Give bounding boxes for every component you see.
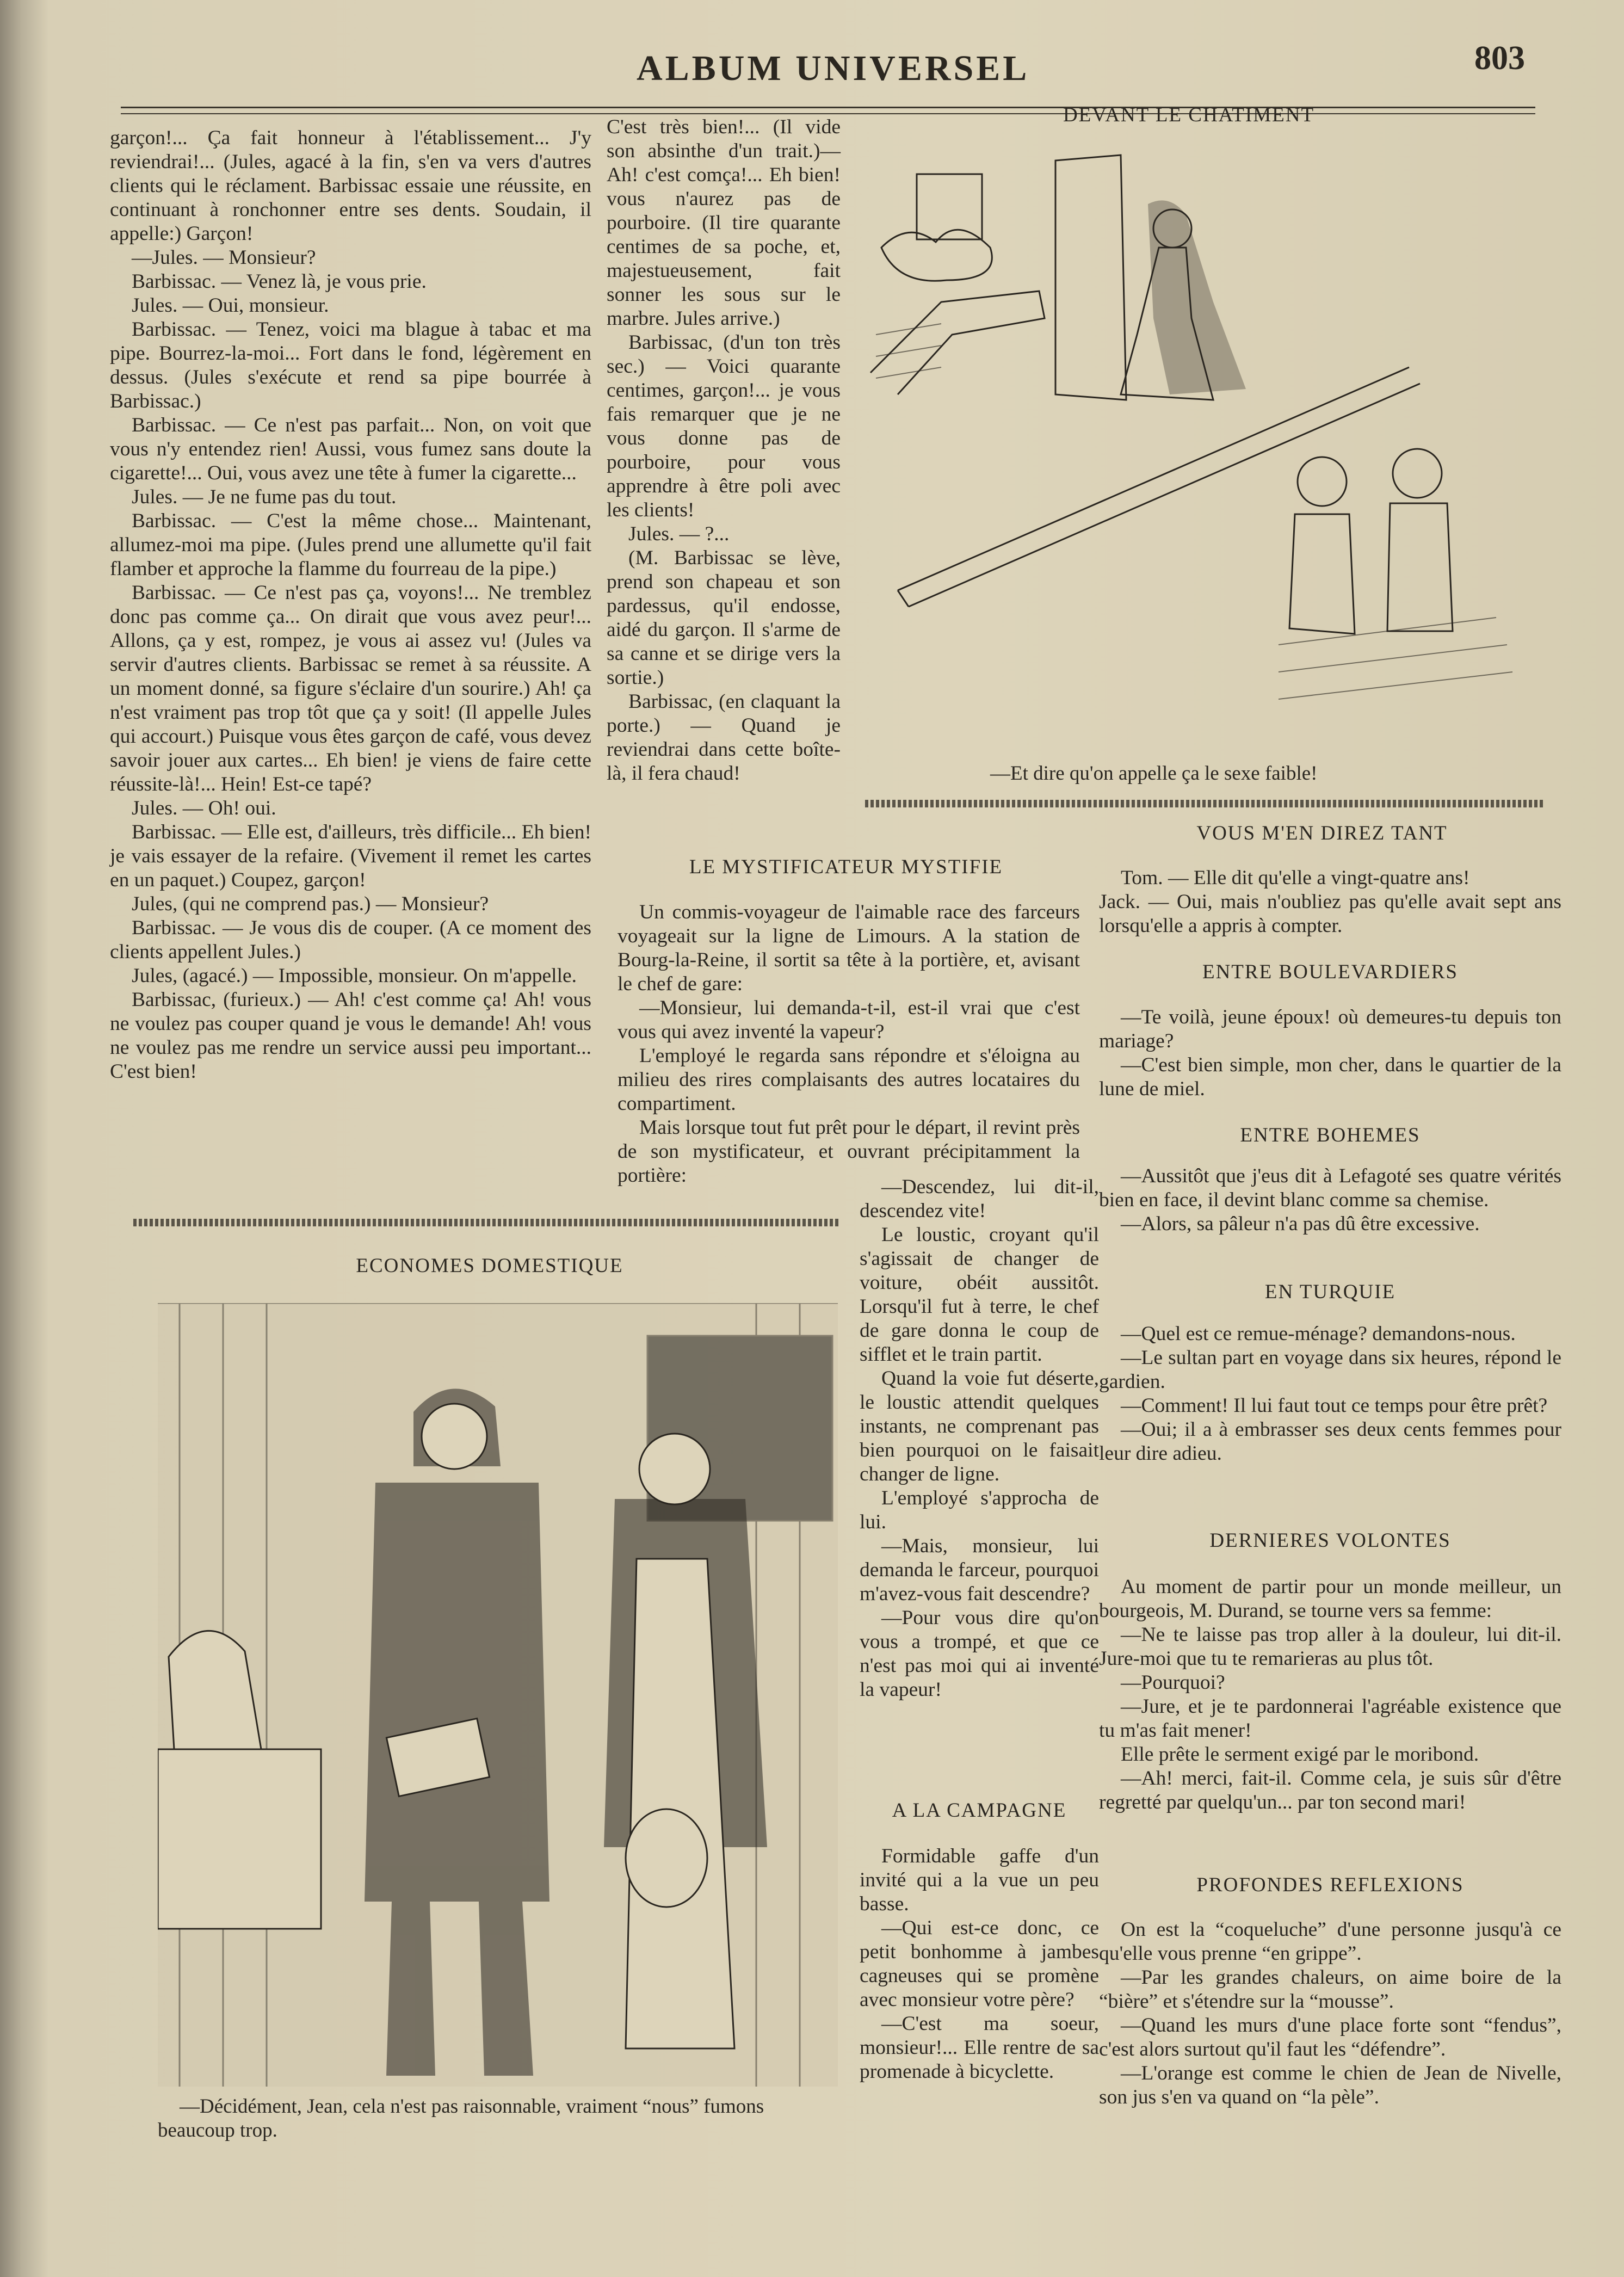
- paragraph: —Ah! merci, fait-il. Comme cela, je suis sûr d'être regretté par quelqu'un... par ton second mari!: [1099, 1767, 1561, 1813]
- section-title-mystificateur: LE MYSTIFICATEUR MYSTIFIE: [689, 856, 1003, 878]
- paragraph: —Mais, monsieur, lui demanda le farceur, pourquoi m'avez-vous fait descendre?: [860, 1535, 1099, 1605]
- paragraph: Jules. — Oh! oui.: [132, 797, 276, 819]
- illustration-economes: [158, 1303, 838, 2087]
- section-title-economes: ECONOMES DOMESTIQUE: [356, 1255, 623, 1277]
- paragraph: —Le sultan part en voyage dans six heures, répond le gardien.: [1099, 1347, 1561, 1393]
- paragraph: Barbissac, (en claquant la porte.) — Quand je reviendrai dans cette boîte-là, il fera chaud!: [607, 690, 841, 785]
- paragraph: —Comment! Il lui faut tout ce temps pour être prêt?: [1121, 1394, 1548, 1417]
- paragraph: Tom. — Elle dit qu'elle a vingt-quatre ans!: [1121, 867, 1470, 889]
- paragraph: Barbissac. — Tenez, voici ma blague à tabac et ma pipe. Bourrez-la-moi... Fort dans le fond, légèrement en dessus. (Jules s'exécute et rend sa pipe bourrée à Barbissac.): [110, 318, 591, 412]
- campagne-body: [860, 1844, 1099, 2084]
- paragraph: Au moment de partir pour un monde meilleur, un bourgeois, M. Durand, se tourne vers sa femme:: [1099, 1576, 1561, 1622]
- masthead-title: ALBUM UNIVERSEL: [637, 48, 1030, 88]
- paragraph: Jack. — Oui, mais n'oubliez pas qu'elle avait sept ans lorsqu'elle a appris à compter.: [1099, 891, 1561, 937]
- paragraph: Jules. — ?...: [628, 523, 730, 545]
- reflexions-body: [1099, 1918, 1561, 2109]
- volontes-body: [1099, 1575, 1561, 1815]
- caption-chatiment: —Et dire qu'on appelle ça le sexe faible!: [990, 762, 1318, 785]
- illustration-economes-drawing: [158, 1303, 838, 2087]
- paragraph: L'employé le regarda sans répondre et s'éloigna au milieu des rires complaisants des autres locataires du compartiment.: [618, 1045, 1080, 1115]
- paragraph: garçon!... Ça fait honneur à l'établissement... J'y reviendrai!... (Jules, agacé à la fin, s'en va vers d'autres clients qui le réclament. Barbissac essaie une réussite, en continuant à ronchonner entre ses dents. Soudain, il appelle:) Garçon!: [110, 127, 591, 245]
- paragraph: Jules, (agacé.) — Impossible, monsieur. On m'appelle.: [132, 965, 577, 987]
- paragraph: Jules. — Je ne fume pas du tout.: [132, 486, 397, 508]
- bohemes-body: [1099, 1164, 1561, 1236]
- paragraph: —Pourquoi?: [1121, 1671, 1225, 1694]
- paragraph: Barbissac. — Venez là, je vous prie.: [132, 270, 427, 293]
- vous-men-body: [1099, 866, 1561, 938]
- paragraph: —Te voilà, jeune époux! où demeures-tu depuis ton mariage?: [1099, 1006, 1561, 1052]
- paragraph: —Qui est-ce donc, ce petit bonhomme à jambes cagneuses qui se promène avec monsieur votre père?: [860, 1917, 1099, 2011]
- mystificateur-body-narrow: [860, 1175, 1099, 1702]
- paragraph: —Pour vous dire qu'on vous a trompé, et que ce n'est pas moi qui ai inventé la vapeur!: [860, 1607, 1099, 1701]
- paragraph: —Monsieur, lui demanda-t-il, est-il vrai que c'est vous qui avez inventé la vapeur?: [618, 997, 1080, 1043]
- paragraph: —Descendez, lui dit-il, descendez vite!: [860, 1176, 1099, 1222]
- paragraph: Barbissac, (d'un ton très sec.) — Voici quarante centimes, garçon!... je vous fais remarquer que je ne vous donne pas de pourboire, pour vous apprendre à être poli avec les clients!: [607, 331, 841, 521]
- paragraph: Quand la voie fut déserte, le loustic attendit quelques instants, ne comprenant pas bien pourquoi on le faisait changer de ligne.: [860, 1367, 1099, 1485]
- section-title-vous-men-direz-tant: VOUS M'EN DIREZ TANT: [1196, 822, 1448, 844]
- turquie-body: [1099, 1322, 1561, 1466]
- section-divider: [865, 800, 1545, 807]
- caption-economes: —Décidément, Jean, cela n'est pas raisonnable, vraiment “nous” fumons beaucoup trop.: [158, 2095, 764, 2142]
- illustration-chatiment: [865, 139, 1523, 726]
- paragraph: —C'est bien simple, mon cher, dans le quartier de la lune de miel.: [1099, 1054, 1561, 1100]
- paragraph: Barbissac. — C'est la même chose... Maintenant, allumez-moi ma pipe. (Jules prend une allumette qu'il fait flamber et approche la flamme du fourreau de la pipe.): [110, 510, 591, 580]
- section-title-dernieres-volontes: DERNIERES VOLONTES: [1209, 1529, 1451, 1552]
- paragraph: On est la “coqueluche” d'une personne jusqu'à ce qu'elle vous prenne “en grippe”.: [1099, 1918, 1561, 1965]
- paragraph: —Aussitôt que j'eus dit à Lefagoté ses quatre vérités bien en face, il devint blanc comme sa chemise.: [1099, 1165, 1561, 1211]
- mystificateur-body-wide: [618, 900, 1080, 1188]
- section-title-profondes-reflexions: PROFONDES REFLEXIONS: [1196, 1874, 1464, 1896]
- paragraph: (M. Barbissac se lève, prend son chapeau et son pardessus, qu'il endosse, aidé du garçon. Il s'arme de sa canne et se dirige vers la sortie.): [607, 547, 841, 689]
- boulevardiers-body: [1099, 1005, 1561, 1101]
- paragraph: Formidable gaffe d'un invité qui a la vue un peu basse.: [860, 1845, 1099, 1915]
- paragraph: Barbissac. — Ce n'est pas parfait... Non, on voit que vous n'y entendez rien! Aussi, vous fumez sans doute la cigarette!... Oui, vous avez une tête à fumer la cigarette...: [110, 414, 591, 484]
- paragraph: Un commis-voyageur de l'aimable race des farceurs voyageait sur la ligne de Limours. A la station de Bourg-la-Reine, il sortit sa tête à la portière, et, avisant le chef de gare:: [618, 901, 1080, 995]
- paragraph: —Ne te laisse pas trop aller à la douleur, lui dit-il. Jure-moi que tu te remarieras au plus tôt.: [1099, 1624, 1561, 1670]
- section-title-turquie: EN TURQUIE: [1264, 1281, 1396, 1303]
- paragraph: Barbissac. — Je vous dis de couper. (A ce moment des clients appellent Jules.): [110, 917, 591, 963]
- paragraph: —Par les grandes chaleurs, on aime boire de la “bière” et s'étendre sur la “mousse”.: [1099, 1966, 1561, 2013]
- illustration-chatiment-drawing: [865, 139, 1523, 726]
- paragraph: —Quand les murs d'une place forte sont “fendus”, c'est alors surtout qu'il faut les “défendre”.: [1099, 2014, 1561, 2060]
- section-title-bohemes: ENTRE BOHEMES: [1240, 1124, 1421, 1146]
- paragraph: Mais lorsque tout fut prêt pour le départ, il revint près de son mystificateur, et ouvrant précipitamment la portière:: [618, 1116, 1080, 1187]
- section-title-chatiment: DEVANT LE CHATIMENT: [1063, 104, 1315, 126]
- column-1-story: [110, 126, 591, 1084]
- section-title-campagne: A LA CAMPAGNE: [892, 1799, 1067, 1822]
- paragraph: Barbissac. — Elle est, d'ailleurs, très difficile... Eh bien! je vais essayer de la refaire. (Vivement il remet les cartes en un paquet.) Coupez, garçon!: [110, 821, 591, 891]
- paragraph: —Quel est ce remue-ménage? demandons-nous.: [1121, 1323, 1516, 1345]
- page-number: 803: [1474, 40, 1525, 77]
- section-title-boulevardiers: ENTRE BOULEVARDIERS: [1202, 961, 1459, 983]
- column-2-story-continuation: [607, 115, 841, 786]
- paragraph: Jules. — Oui, monsieur.: [132, 294, 329, 317]
- paragraph: —Alors, sa pâleur n'a pas dû être excessive.: [1121, 1213, 1480, 1235]
- section-divider: [133, 1219, 841, 1226]
- paragraph: C'est très bien!... (Il vide son absinthe d'un trait.)—Ah! c'est comça!... Eh bien! vous n'aurez pas de pourboire. (Il tire quarante centimes de sa poche, et, majestueusement, fait sonner les sous sur le marbre. Jules arrive.): [607, 116, 841, 330]
- paragraph: —Jules. — Monsieur?: [132, 246, 316, 269]
- paragraph: Jules, (qui ne comprend pas.) — Monsieur?: [132, 893, 489, 915]
- paragraph: —L'orange est comme le chien de Jean de Nivelle, son jus s'en va quand on “la pèle”.: [1099, 2062, 1561, 2108]
- paragraph: —Jure, et je te pardonnerai l'agréable existence que tu m'as fait mener!: [1099, 1695, 1561, 1742]
- paragraph: —Oui; il a à embrasser ses deux cents femmes pour leur dire adieu.: [1099, 1418, 1561, 1465]
- paragraph: Barbissac, (furieux.) — Ah! c'est comme ça! Ah! vous ne voulez pas couper quand je vous le demande! Ah! vous ne voulez pas me rendre un service aussi peu important... C'est bien!: [110, 989, 591, 1083]
- paragraph: Barbissac. — Ce n'est pas ça, voyons!... Ne tremblez donc pas comme ça... On dirait que vous avez peur!... Allons, ça y est, rompez, je vous ai assez vu! (Jules va servir d'autres clients. Barbissac se remet à sa réussite. A un moment donné, sa figure s'éclaire d'un sourire.) Ah! ça n'est vraiment pas trop tôt que ça y soit! (Il appelle Jules qui accourt.) Puisque vous êtes garçon de café, vous devez savoir jouer aux cartes... Eh bien! je viens de faire cette réussite-là!... Hein! Est-ce tapé?: [110, 582, 591, 795]
- paragraph: L'employé s'approcha de lui.: [860, 1487, 1099, 1533]
- paragraph: Elle prête le serment exigé par le moribond.: [1121, 1743, 1479, 1766]
- paragraph: —C'est ma soeur, monsieur!... Elle rentre de sa promenade à bicyclette.: [860, 2013, 1099, 2083]
- paragraph: Le loustic, croyant qu'il s'agissait de changer de voiture, obéit aussitôt. Lorsqu'il fut à terre, le chef de gare donna le coup de sifflet et le train partit.: [860, 1224, 1099, 1366]
